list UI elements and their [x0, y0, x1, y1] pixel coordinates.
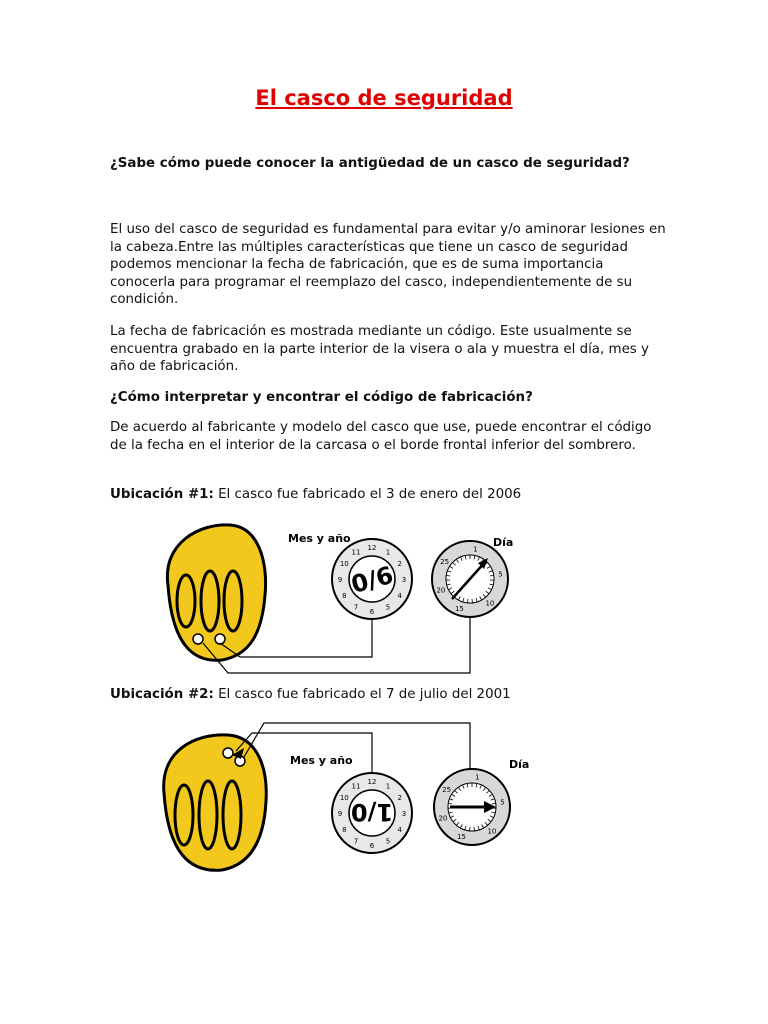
day-numeral: 20 — [438, 814, 448, 823]
month-numeral: 1 — [385, 782, 391, 791]
month-numeral: 3 — [401, 810, 407, 818]
month-numeral: 5 — [385, 603, 391, 612]
month-numeral: 5 — [385, 837, 391, 846]
day-numeral: 10 — [485, 599, 495, 608]
day-dial-1 — [432, 541, 508, 617]
day-numeral: 15 — [456, 833, 466, 842]
month-numeral: 6 — [369, 842, 375, 850]
day-numeral: 25 — [442, 786, 452, 795]
day-numeral: 25 — [440, 558, 450, 567]
month-numeral: 4 — [397, 592, 402, 600]
day-numeral: 5 — [500, 798, 505, 807]
month-numeral: 9 — [337, 810, 343, 818]
month-numeral: 8 — [342, 592, 347, 600]
month-numeral: 12 — [367, 778, 377, 786]
month-year-label-1: Mes y año — [288, 532, 351, 545]
page-title: El casco de seguridad — [255, 86, 513, 110]
location2-caption — [110, 686, 670, 704]
month-numeral: 10 — [339, 794, 349, 802]
month-numeral: 9 — [337, 576, 343, 584]
month-year-code-2: 1/0 — [350, 798, 394, 826]
month-numeral: 1 — [385, 548, 391, 557]
fecha-paragraph: La fecha de fabricación es mostrada mediante un código. Este usualmente se encuentra grabado en la parte interior de la visera o ala y muestra el día, mes y año de fabricación. — [110, 324, 649, 375]
fabricante-paragraph: De acuerdo al fabricante y modelo del casco que use, puede encontrar el código de la fecha en el interior de la carcasa o el borde frontal inferior del sombrero. — [110, 420, 652, 453]
day-numeral: 1 — [473, 545, 478, 554]
month-numeral: 12 — [367, 544, 377, 552]
location2-text: El casco fue fabricado el 7 de julio del 2001 — [213, 687, 511, 702]
day-label-2: Día — [509, 758, 530, 771]
day-numeral: 20 — [436, 586, 446, 595]
day-numeral: 5 — [498, 570, 503, 579]
month-numeral: 11 — [351, 782, 361, 791]
location2-label: Ubicación #2: — [110, 687, 214, 702]
month-numeral: 7 — [353, 837, 359, 846]
day-label-1: Día — [493, 536, 514, 549]
month-numeral: 6 — [369, 608, 375, 616]
month-numeral: 2 — [397, 794, 402, 802]
helmet-diagram-2 — [140, 715, 540, 880]
month-year-code-1: 0/6 — [348, 560, 397, 599]
helmet-diagram-1 — [140, 515, 540, 675]
question-interpretar: ¿Cómo interpretar y encontrar el código de fabricación? — [110, 390, 533, 405]
location1-caption — [110, 486, 670, 504]
helmet-2-icon — [164, 735, 267, 870]
month-numeral: 3 — [401, 576, 407, 584]
location1-label: Ubicación #1: — [110, 487, 214, 502]
helmet-1-icon — [167, 525, 265, 660]
month-year-label-2: Mes y año — [290, 754, 353, 767]
month-numeral: 7 — [353, 603, 359, 612]
day-numeral: 10 — [487, 827, 497, 836]
month-numeral: 10 — [339, 560, 349, 568]
day-numeral: 15 — [454, 605, 464, 614]
location1-text: El casco fue fabricado el 3 de enero del 2006 — [213, 487, 522, 502]
day-numeral: 1 — [475, 773, 480, 782]
month-numeral: 2 — [397, 560, 402, 568]
question-antiguedad: ¿Sabe cómo puede conocer la antigüedad de un casco de seguridad? — [110, 156, 630, 171]
month-numeral: 8 — [342, 826, 347, 834]
intro-paragraph: El uso del casco de seguridad es fundamental para evitar y/o aminorar lesiones en la cabeza.Entre las múltiples características que tiene un casco de seguridad podemos mencionar la fecha de fabricación, que es de suma importancia conocerla para programar el reemplazo del casco, independientemente de su condición. — [110, 222, 666, 308]
day-dial-2 — [434, 769, 510, 845]
month-numeral: 4 — [397, 826, 402, 834]
month-numeral: 11 — [351, 548, 361, 557]
